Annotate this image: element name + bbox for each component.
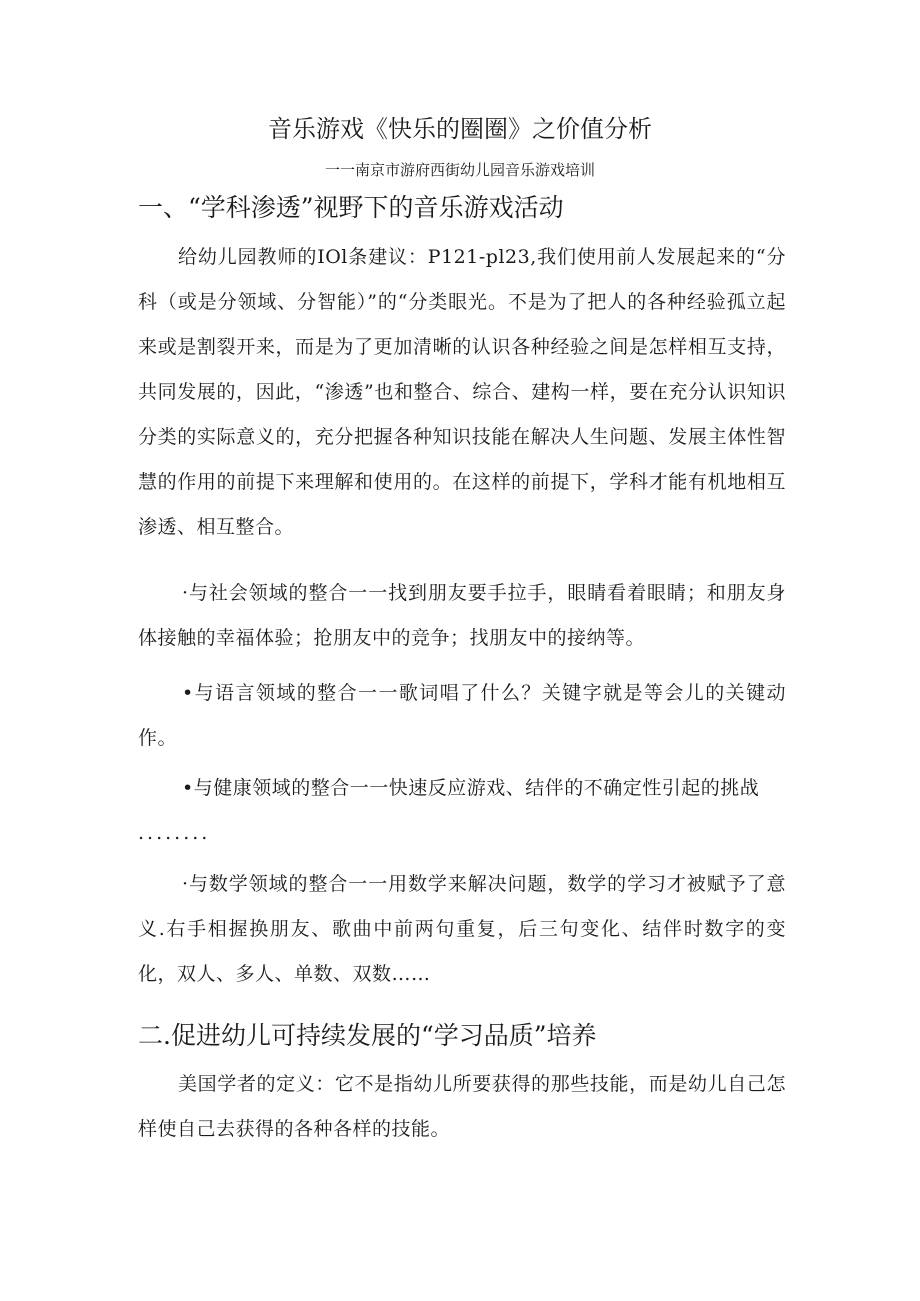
bullet-health-ellipsis: ........ xyxy=(138,822,211,844)
bullet-social: ·与社会领域的整合一一找到朋友要手拉手，眼睛看着眼睛；和朋友身体接触的幸福体验；抢朋友中的竞争；找朋友中的接纳等。 xyxy=(138,582,786,649)
document-subtitle: 一一南京市游府西街幼儿园音乐游戏培训 xyxy=(324,161,595,179)
bullet-health xyxy=(138,766,786,856)
section-2-heading: 二.促进幼儿可持续发展的“学习品质”培养 xyxy=(138,1021,597,1050)
bullet-language: •与语言领域的整合一一歌词唱了什么？关键字就是等会儿的关键动作。 xyxy=(138,682,786,749)
section-1-paragraph: 给幼儿园教师的IOl条建议：P121-pl23,我们使用前人发展起来的“分科（或是分领域、分智能）”的“分类眼光。不是为了把人的各种经验孤立起来或是割裂开来，而是为了更加清晰的认识各种经验之间是怎样相互支持，共同发展的，因此，“渗透”也和整合、综合、建构一样，要在充分认识知识分类的实际意义的，充分把握各种知识技能在解决人生问题、发展主体性智慧的作用的前提下来理解和使用的。在这样的前提下，学科才能有机地相互渗透、相互整合。 xyxy=(138,246,786,538)
bullet-math: ·与数学领域的整合一一用数学来解决问题，数学的学习才被赋予了意义.右手相握换朋友、歌曲中前两句重复，后三句变化、结伴时数字的变化，双人、多人、单数、双数…… xyxy=(138,873,786,985)
section-2-paragraph: 美国学者的定义：它不是指幼儿所要获得的那些技能，而是幼儿自己怎样使自己去获得的各种各样的技能。 xyxy=(138,1073,786,1140)
document-title: 音乐游戏《快乐的圈圈》之价值分析 xyxy=(268,115,652,143)
bullet-health-text: •与健康领域的整合一一快速反应游戏、结伴的不确定性引起的挑战 xyxy=(182,777,760,799)
section-1-heading: 一、“学科渗透”视野下的音乐游戏活动 xyxy=(138,193,564,222)
